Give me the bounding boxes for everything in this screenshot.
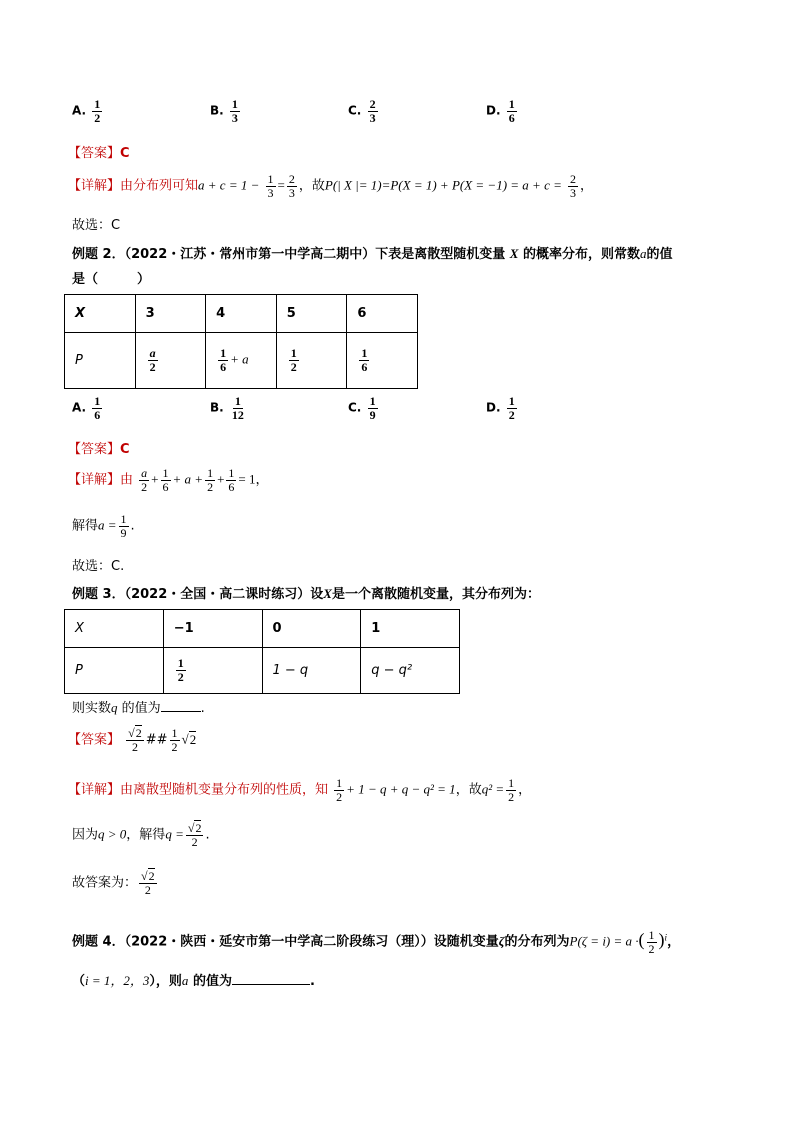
table-cell: 0: [262, 610, 361, 648]
answer-value: C: [120, 146, 130, 161]
table-row: [65, 610, 460, 648]
answer-blank[interactable]: [232, 984, 310, 985]
table-row: [65, 295, 418, 333]
q1-conclusion: 故选：C: [72, 218, 121, 233]
fraction: $\frac{1}{6}$: [94, 394, 101, 422]
table-cell: $\frac{1}{2}$: [276, 333, 347, 389]
q1-detail: 【详解】由分布列可知a + c = 1 − $\frac{1}{3}$ = $\frac{2}{3}$ ，故P(| X |= 1)=P(X = 1) + P(X = −1) = a + c = $\frac{2}{3}$ ，: [68, 172, 594, 200]
q4-title: 例题 4．（2022・陕西・延安市第一中学高二阶段练习（理））设随机变量ζ的分布列为P(ζ = i) = a ·( $\frac{1}{2}$ )$^i$，: [72, 928, 681, 956]
fraction: $\frac{1}{9}$: [369, 394, 376, 422]
table-cell: $\frac{1}{6}$: [347, 333, 418, 389]
table-cell: 5: [276, 295, 347, 333]
answer-blank[interactable]: [161, 711, 201, 712]
table-cell: $\frac{a}{2}$: [135, 333, 206, 389]
fraction: $\frac{1}{12}$: [231, 394, 244, 422]
q3-distribution-table: [64, 609, 460, 694]
q3-final: 故答案为： $\frac{√2}{2}$: [72, 869, 155, 897]
q1-option-b: B. $\frac{1}{3}$: [210, 97, 238, 125]
q1-option-a: [72, 98, 104, 124]
answer-tag: 【答案】: [68, 146, 121, 161]
q2-option-c: C. $\frac{1}{9}$: [348, 394, 376, 422]
table-cell: $\frac{1}{2}$: [163, 648, 262, 694]
fraction: $\frac{1}{2}$: [508, 394, 515, 422]
fraction: $\frac{1}{2}$: [94, 97, 101, 125]
q2-title: 例题 2．（2022・江苏・常州市第一中学高二期中）下表是离散型随机变量 X 的概率分布，则常数a的值: [72, 246, 673, 262]
q1-answer: [68, 142, 130, 161]
q2-title-line2: 是（ ）: [72, 272, 151, 287]
q3-detail: 【详解】由离散型随机变量分布列的性质，知 $\frac{1}{2}$ + 1 − q + q − q² = 1，故q² = $\frac{1}{2}$ ，: [68, 776, 532, 804]
table-cell: −1: [163, 610, 262, 648]
q2-conclusion: 故选：C.: [72, 559, 125, 574]
q2-distribution-table: [64, 294, 418, 389]
q1-option-c: C. $\frac{2}{3}$: [348, 97, 376, 125]
table-row: [65, 648, 460, 694]
table-cell: 6: [347, 295, 418, 333]
q3-answer: 【答案】 $\frac{√2}{2}$ ## $\frac{1}{2}$ √2: [68, 726, 197, 754]
q2-option-d: D. $\frac{1}{2}$: [486, 394, 515, 422]
table-cell: 3: [135, 295, 206, 333]
table-cell: P: [65, 648, 164, 694]
q2-answer: 【答案】C: [68, 442, 130, 457]
q1-option-d: D. $\frac{1}{6}$: [486, 97, 515, 125]
table-row: [65, 333, 418, 389]
q4-line2: （i = 1，2，3），则a 的值为 .: [72, 973, 315, 989]
q2-option-b: B. $\frac{1}{12}$: [210, 394, 244, 422]
table-cell: X: [65, 610, 164, 648]
table-cell: 1: [361, 610, 460, 648]
table-cell: P: [65, 333, 136, 389]
table-cell: X: [65, 295, 136, 333]
table-cell: $\frac{1}{6}$ + a: [206, 333, 277, 389]
fraction: $\frac{1}{6}$: [508, 97, 515, 125]
q3-because: 因为q > 0，解得q = $\frac{√2}{2}$ .: [72, 821, 210, 849]
fraction: $\frac{1}{3}$: [231, 97, 238, 125]
table-cell: 4: [206, 295, 277, 333]
q2-detail: 【详解】由 $\frac{a}{2}$ + $\frac{1}{6}$ + a + $\frac{1}{2}$ + $\frac{1}{6}$ = 1，: [68, 466, 269, 494]
table-cell: q − q²: [361, 648, 460, 694]
q2-option-a: A. $\frac{1}{6}$: [72, 394, 101, 422]
q3-question: 则实数q 的值为 .: [72, 700, 205, 716]
fraction: $\frac{2}{3}$: [369, 97, 376, 125]
detail-tag: 【详解】: [68, 178, 121, 194]
q2-solve: 解得a = $\frac{1}{9}$ .: [72, 512, 135, 540]
q3-title: 例题 3．（2022・全国・高二课时练习）设X是一个离散随机变量，其分布列为：: [72, 586, 540, 602]
option-letter: A.: [72, 103, 87, 118]
table-cell: 1 − q: [262, 648, 361, 694]
